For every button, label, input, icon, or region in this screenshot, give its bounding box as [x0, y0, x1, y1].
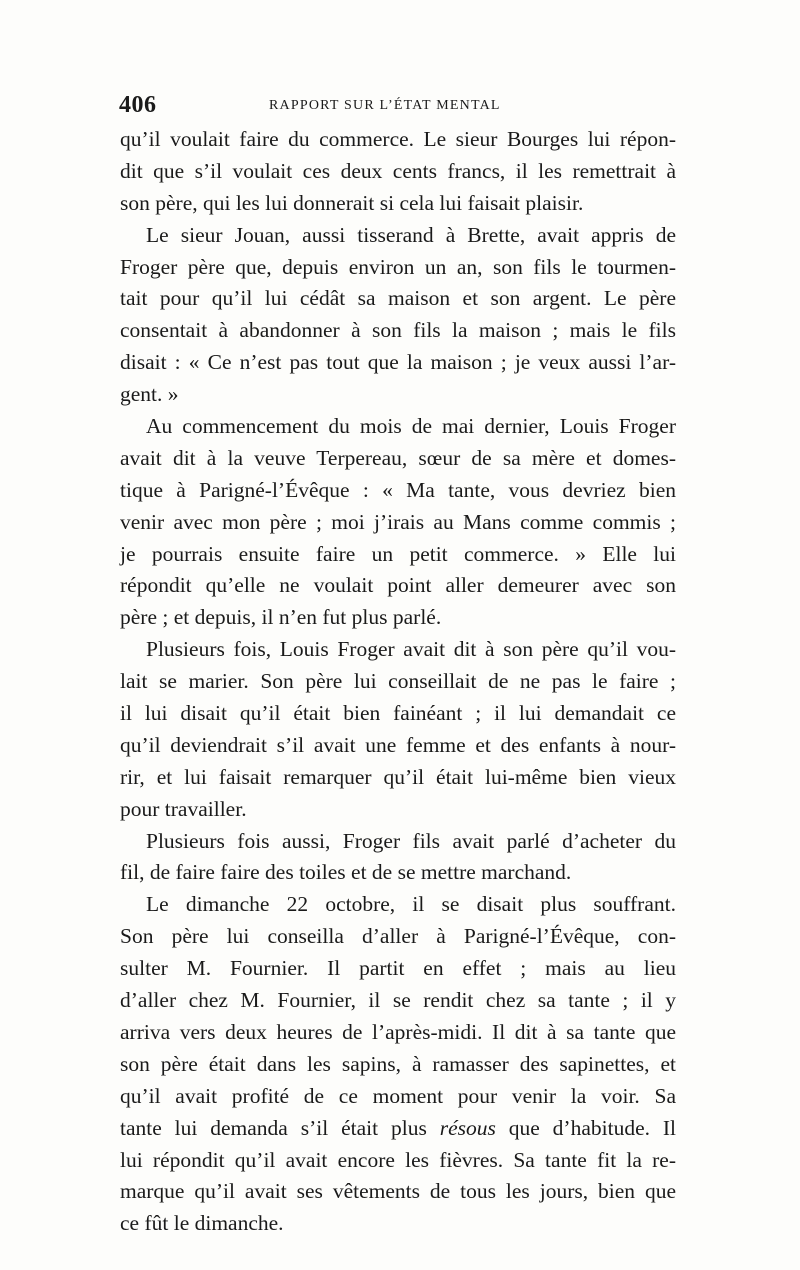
text-line: qu’il voulait faire du commerce. Le sieur Bourges lui répon- — [120, 127, 676, 151]
text-line: d’aller chez M. Fournier, il se rendit chez sa tante ; il y — [120, 988, 676, 1013]
text-line: fil, de faire faire des toiles et de se mettre marchand. — [120, 860, 572, 885]
body-text — [120, 124, 676, 1240]
text-line: ce fût le dimanche. — [120, 1211, 284, 1236]
text-line: son père était dans les sapins, à ramasser des sapinettes, et — [120, 1051, 676, 1076]
running-head: RAPPORT SUR L’ÉTAT MENTAL — [269, 98, 501, 113]
text-line: gent. » — [120, 382, 179, 407]
text-line: je pourrais ensuite faire un petit commerce. » Elle lui — [120, 541, 676, 566]
text-line: père ; et depuis, il n’en fut plus parlé. — [120, 605, 442, 630]
text-line: lui répondit qu’il avait encore les fièvres. Sa tante fit la re- — [120, 1147, 676, 1172]
text-line: rir, et lui faisait remarquer qu’il était lui-même bien vieux — [120, 764, 676, 789]
text-line: Au commencement du mois de mai dernier, Louis Froger — [146, 414, 676, 439]
italic-word: résous — [439, 1115, 496, 1140]
text-line: sulter M. Fournier. Il partit en effet ; mais au lieu — [120, 956, 676, 981]
text-line: arriva vers deux heures de l’après-midi. Il dit à sa tante que — [120, 1019, 676, 1044]
text-line: Froger père que, depuis environ un an, son fils le tourmen- — [120, 254, 676, 279]
text-line: qu’il deviendrait s’il avait une femme et des enfants à nour- — [120, 732, 676, 757]
text-line: tait pour qu’il lui cédât sa maison et son argent. Le père — [120, 286, 676, 311]
text-line: tique à Parigné-l’Évêque : « Ma tante, vous devriez bien — [120, 477, 676, 502]
page-header — [119, 92, 679, 122]
text-line: Son père lui conseilla d’aller à Parigné-l’Évêque, con- — [120, 924, 676, 949]
page-number: 406 — [119, 92, 157, 118]
text-line: venir avec mon père ; moi j’irais au Mans comme commis ; — [120, 509, 676, 534]
text-line: disait : « Ce n’est pas tout que la maison ; je veux aussi l’ar- — [120, 350, 676, 375]
text-line: tante lui demanda s’il était plus résous que d’habitude. Il — [120, 1115, 676, 1140]
text-line: Le sieur Jouan, aussi tisserand à Brette, avait appris de — [146, 222, 676, 247]
text-line: marque qu’il avait ses vêtements de tous les jours, bien que — [120, 1179, 676, 1204]
text-line: Plusieurs fois, Louis Froger avait dit à son père qu’il vou- — [146, 637, 676, 662]
text-line: Le dimanche 22 octobre, il se disait plus souffrant. — [146, 892, 676, 917]
text-line: Plusieurs fois aussi, Froger fils avait parlé d’acheter du — [146, 828, 676, 853]
text-line: son père, qui les lui donnerait si cela lui faisait plaisir. — [120, 190, 584, 215]
text-line: dit que s’il voulait ces deux cents francs, il les remettrait à — [120, 158, 676, 183]
text-line: pour travailler. — [120, 796, 247, 821]
text-line: qu’il avait profité de ce moment pour venir la voir. Sa — [120, 1083, 676, 1108]
text-line: répondit qu’elle ne voulait point aller demeurer avec son — [120, 573, 676, 598]
text-line: il lui disait qu’il était bien fainéant ; il lui demandait ce — [120, 701, 676, 726]
text-line: lait se marier. Son père lui conseillait de ne pas le faire ; — [120, 669, 676, 694]
text-line: avait dit à la veuve Terpereau, sœur de sa mère et domes- — [120, 445, 676, 470]
text-line: consentait à abandonner à son fils la maison ; mais le fils — [120, 318, 676, 343]
